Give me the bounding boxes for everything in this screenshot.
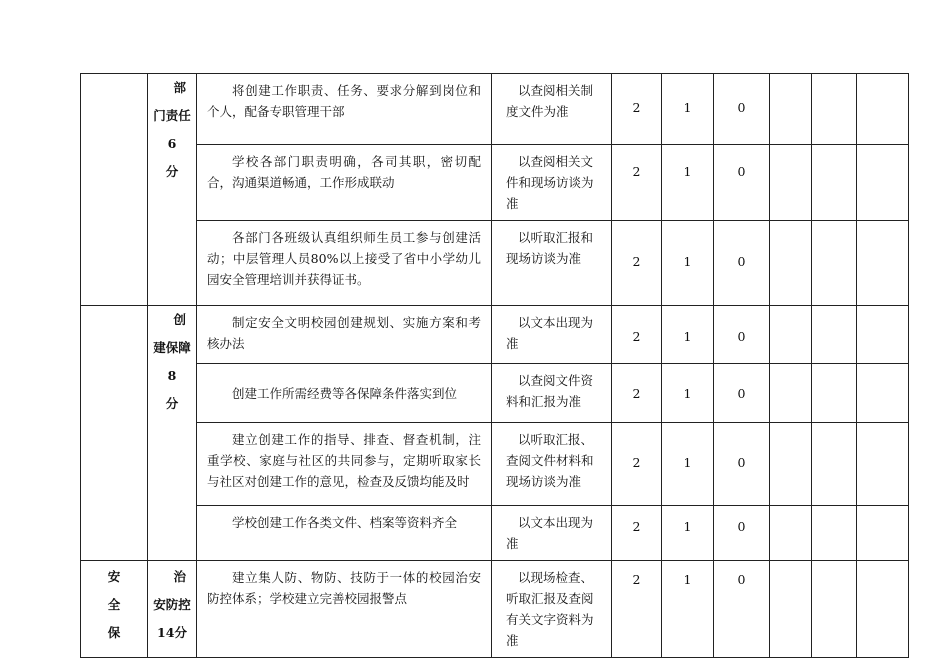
method-cell (492, 306, 612, 364)
subsection-line: 分 (165, 396, 179, 411)
empty-cell (812, 506, 857, 561)
subsection-line: 建保障 (153, 340, 191, 355)
empty-cell (812, 423, 857, 506)
method-cell (492, 74, 612, 145)
method-text: 以查阅文件资料和汇报为准 (506, 373, 594, 409)
score-zero-cell (714, 561, 770, 658)
score-zero-cell (714, 221, 770, 306)
score-full: 2 (632, 329, 641, 344)
score-zero: 0 (737, 455, 746, 470)
score-full-cell (612, 221, 662, 306)
content-cell (197, 74, 492, 145)
empty-cell (857, 423, 909, 506)
score-zero: 0 (737, 519, 746, 534)
score-zero: 0 (737, 329, 746, 344)
empty-cell (857, 306, 909, 364)
table-row (81, 221, 909, 306)
score-mid-cell (662, 364, 714, 423)
empty-cell (812, 221, 857, 306)
category-cell-empty (81, 306, 148, 561)
content-text: 创建工作所需经费等各保障条件落实到位 (232, 385, 458, 401)
empty-cell (770, 221, 812, 306)
empty-cell (812, 145, 857, 221)
method-cell (492, 145, 612, 221)
score-zero-cell (714, 145, 770, 221)
method-cell (492, 423, 612, 506)
method-text: 以查阅相关制度文件为准 (506, 83, 594, 119)
score-full: 2 (632, 164, 641, 179)
score-mid-cell (662, 74, 714, 145)
subsection-line: 门责任 (153, 108, 191, 123)
content-cell (197, 145, 492, 221)
table-row (81, 306, 909, 364)
method-cell (492, 364, 612, 423)
score-zero: 0 (737, 100, 746, 115)
score-zero: 0 (737, 254, 746, 269)
method-cell (492, 506, 612, 561)
score-full: 2 (632, 572, 641, 587)
content-cell (197, 506, 492, 561)
score-mid-cell (662, 423, 714, 506)
score-zero: 0 (737, 386, 746, 401)
table-row (81, 561, 909, 658)
score-zero-cell (714, 423, 770, 506)
score-full-cell (612, 506, 662, 561)
score-full-cell (612, 306, 662, 364)
subsection-line: 6 (167, 136, 177, 151)
score-zero: 0 (737, 572, 746, 587)
empty-cell (770, 145, 812, 221)
subsection-line: 创 (173, 312, 186, 327)
subsection-cell-guarantee (148, 306, 197, 561)
empty-cell (812, 306, 857, 364)
content-cell (197, 423, 492, 506)
content-cell (197, 364, 492, 423)
evaluation-table (80, 73, 909, 658)
empty-cell (770, 306, 812, 364)
score-mid: 1 (683, 386, 692, 401)
method-cell (492, 221, 612, 306)
subsection-line: 安防控 (153, 597, 191, 612)
content-cell (197, 561, 492, 658)
empty-cell (770, 561, 812, 658)
score-full: 2 (632, 519, 641, 534)
subsection-cell-security (148, 561, 197, 658)
subsection-line: 14分 (157, 625, 187, 640)
score-full-cell (612, 145, 662, 221)
empty-cell (857, 74, 909, 145)
empty-cell (770, 506, 812, 561)
score-mid: 1 (683, 254, 692, 269)
empty-cell (770, 74, 812, 145)
score-zero-cell (714, 506, 770, 561)
category-cell-empty (81, 74, 148, 306)
method-text: 以听取汇报和现场访谈为准 (506, 230, 594, 266)
score-mid: 1 (683, 100, 692, 115)
content-text: 建立创建工作的指导、排查、督查机制，注重学校、家庭与社区的共同参与，定期听取家长与社区对创建工作的意见，检查及反馈均能及时 (207, 432, 481, 489)
method-text: 以查阅相关文件和现场访谈为准 (506, 154, 594, 211)
score-full-cell (612, 74, 662, 145)
empty-cell (770, 423, 812, 506)
empty-cell (812, 364, 857, 423)
content-text: 建立集人防、物防、技防于一体的校园治安防控体系；学校建立完善校园报警点 (207, 570, 481, 606)
score-mid-cell (662, 561, 714, 658)
table-row (81, 506, 909, 561)
method-text: 以听取汇报、查阅文件材料和现场访谈为准 (506, 432, 594, 489)
score-full-cell (612, 364, 662, 423)
table-row (81, 423, 909, 506)
content-text: 将创建工作职责、任务、要求分解到岗位和个人，配备专职管理干部 (207, 83, 481, 119)
subsection-line: 部 (173, 80, 186, 95)
method-text: 以文本出现为准 (506, 515, 594, 551)
subsection-line: 8 (167, 368, 177, 383)
method-text: 以现场检查、听取汇报及查阅有关文字资料为准 (506, 570, 594, 648)
score-mid-cell (662, 221, 714, 306)
content-text: 学校创建工作各类文件、档案等资料齐全 (232, 515, 458, 530)
score-mid: 1 (683, 164, 692, 179)
empty-cell (857, 364, 909, 423)
method-text: 以文本出现为准 (506, 315, 594, 351)
table-row (81, 145, 909, 221)
score-full: 2 (632, 100, 641, 115)
content-cell (197, 221, 492, 306)
content-text: 各部门各班级认真组织师生员工参与创建活动；中层管理人员80%以上接受了省中小学幼儿园安全管理培训并获得证书。 (207, 230, 481, 287)
category-line: 全 (107, 597, 121, 612)
empty-cell (857, 221, 909, 306)
empty-cell (812, 561, 857, 658)
score-mid-cell (662, 145, 714, 221)
score-mid: 1 (683, 455, 692, 470)
empty-cell (857, 145, 909, 221)
empty-cell (770, 364, 812, 423)
category-line: 保 (107, 625, 121, 640)
score-mid: 1 (683, 519, 692, 534)
category-line: 安 (107, 569, 121, 584)
score-mid-cell (662, 306, 714, 364)
score-mid: 1 (683, 572, 692, 587)
table-row (81, 364, 909, 423)
empty-cell (857, 506, 909, 561)
subsection-line: 分 (165, 164, 179, 179)
score-full: 2 (632, 254, 641, 269)
score-full-cell (612, 561, 662, 658)
score-zero-cell (714, 364, 770, 423)
subsection-line: 治 (173, 569, 186, 584)
content-text: 制定安全文明校园创建规划、实施方案和考核办法 (207, 315, 481, 351)
category-cell-safety (81, 561, 148, 658)
score-zero-cell (714, 306, 770, 364)
subsection-cell-department (148, 74, 197, 306)
empty-cell (857, 561, 909, 658)
method-cell (492, 561, 612, 658)
empty-cell (812, 74, 857, 145)
content-text: 学校各部门职责明确，各司其职，密切配合，沟通渠道畅通，工作形成联动 (207, 154, 481, 190)
score-full-cell (612, 423, 662, 506)
score-zero: 0 (737, 164, 746, 179)
score-mid: 1 (683, 329, 692, 344)
score-mid-cell (662, 506, 714, 561)
content-cell (197, 306, 492, 364)
score-zero-cell (714, 74, 770, 145)
score-full: 2 (632, 386, 641, 401)
table-row (81, 74, 909, 145)
score-full: 2 (632, 455, 641, 470)
